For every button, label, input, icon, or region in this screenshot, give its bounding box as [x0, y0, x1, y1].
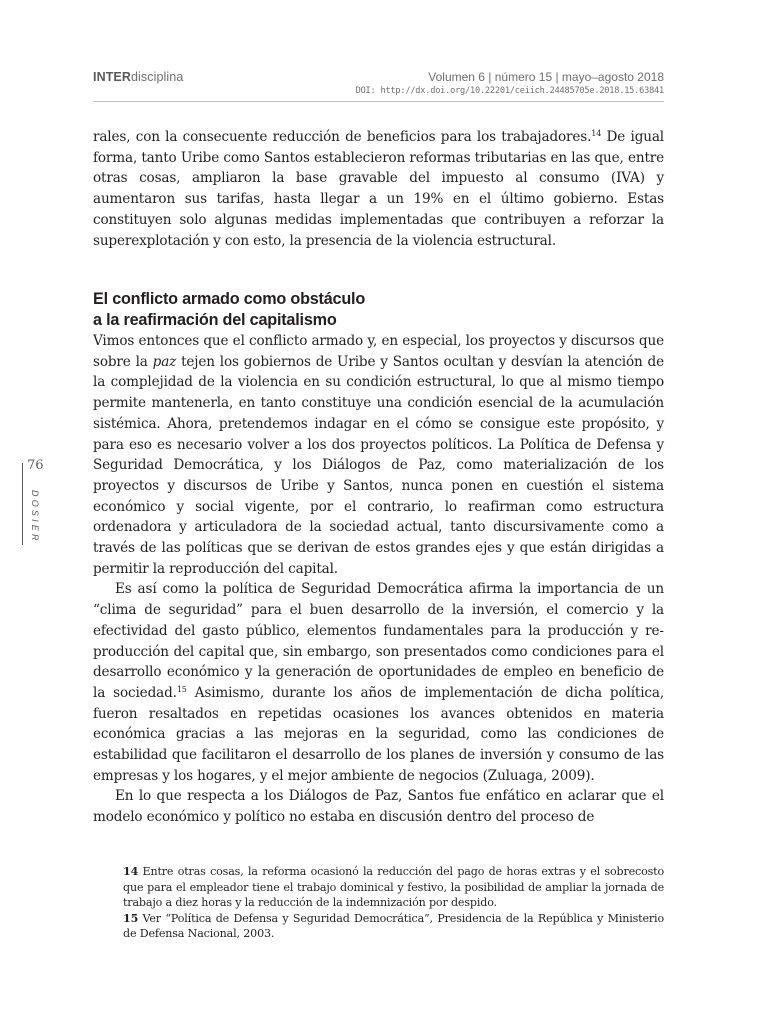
footnote-14-text: Entre otras cosas, la reforma ocasionó la reducción del pago de horas extras y el sobrecosto que para el empleador tiene el trabajo dominical y festivo, la posibilidad de ampliar la jornada de trabajo a diez horas y la reducción de la indemnización por despido. — [123, 865, 664, 909]
paragraph-1 — [93, 331, 664, 579]
margin-vertical-divider — [22, 463, 23, 545]
intro-text-2: De igual forma, tanto Uribe como Santos establecieron reformas tributarias en las que, entre otras cosas, ampliaron la base gravable del impuesto al consumo (IVA) y aumentaron sus tarifas, hasta llegar a un 19% en el último gobierno. Estas constituyen solo algunas medidas implementadas que contribuyen a reforzar la superexplotación y con esto, la presencia de la violencia estructural. — [93, 129, 664, 249]
paragraph-1-italic: paz — [152, 353, 177, 370]
section-heading-line-1: El conflicto armado como obstáculo — [93, 290, 366, 308]
footnote-14-number: 14 — [123, 865, 139, 878]
paragraph-2 — [93, 579, 664, 786]
page-number: 76 — [27, 458, 44, 473]
footnote-15 — [123, 911, 664, 942]
intro-paragraph — [93, 127, 664, 251]
doi-line[interactable]: DOI: http://dx.doi.org/10.22201/ceiich.24485705e.2018.15.63841 — [355, 86, 664, 96]
header-divider — [93, 101, 664, 102]
paragraph-2-text-a: Es así como la política de Seguridad Democrática afirma la importancia de un “clima de seguridad” para el buen desarrollo de la inversión, el comercio y la efectividad del gasto público, elementos fundamentales para la producción y reproducción del capital que, sin embargo, son presentados como condiciones para el desarrollo económico y la generación de oportunidades de empleo en beneficio de la sociedad. — [93, 581, 664, 701]
issue-info — [356, 70, 664, 97]
journal-logo — [93, 70, 183, 84]
footnote-ref-15[interactable]: 15 — [176, 684, 187, 694]
paragraph-3: En lo que respecta a los Diálogos de Paz, Santos fue enfático en aclarar que el modelo económico y político no estaba en discusión dentro del proceso de — [93, 788, 664, 826]
footnotes — [123, 864, 664, 942]
journal-logo-bold: INTER — [93, 70, 131, 84]
footnote-14 — [123, 864, 664, 911]
footnote-ref-14[interactable]: 14 — [591, 129, 602, 138]
issue-line: Volumen 6 | número 15 | mayo–agosto 2018 — [428, 70, 664, 84]
main-body — [93, 331, 664, 828]
footnote-15-number: 15 — [123, 911, 139, 925]
journal-logo-rest: disciplina — [131, 70, 184, 84]
section-heading — [93, 289, 664, 331]
footnote-15-text: Ver “Política de Defensa y Seguridad Democrática”, Presidencia de la República y Ministerio de Defensa Nacional, 2003. — [123, 911, 664, 940]
section-heading-line-2: a la reafirmación del capitalismo — [93, 311, 337, 329]
intro-text-1: rales, con la consecuente reducción de beneficios para los trabajadores. — [93, 129, 592, 145]
paragraph-1-text-a: Vimos entonces que el conflicto armado y, en especial, los proyectos y discursos que sobre la — [93, 333, 664, 370]
section-tag: DOSIER — [30, 490, 40, 544]
paragraph-1-text-b: tejen los gobiernos de Uribe y Santos ocultan y desvían la atención de la complejidad de la violencia en su condición estructural, lo que al mismo tiempo permite mantenerla, en tanto constituye una condición esencial de la acumulación sistémica. Ahora, pretendemos indagar en el cómo se consigue este propósito, y para eso es necesario volver a los dos proyectos políticos. La Política de Defensa y Seguridad Democrática, y los Diálogos de Paz, como materialización de los proyectos y discursos de Uribe y Santos, nunca ponen en cuestión el sistema económico y social vigente, por el contrario, lo reafirman como estructura ordenadora y articuladora de la sociedad actual, tanto discursivamente como a través de las políticas que se derivan de estos grandes ejes y que están dirigidas a permitir la reproducción del capital. — [93, 353, 664, 577]
paragraph-2-text-b: Asimismo, durante los años de implementación de dicha política, fueron resaltados en repetidas ocasiones los avances obtenidos en materia económica gracias a las mejoras en la seguridad, como las condiciones de estabilidad que facilitaron el desarrollo de los planes de inversión y consumo de las empresas y los hogares, y el mejor ambiente de negocios (Zuluaga, 2009). — [93, 684, 665, 784]
